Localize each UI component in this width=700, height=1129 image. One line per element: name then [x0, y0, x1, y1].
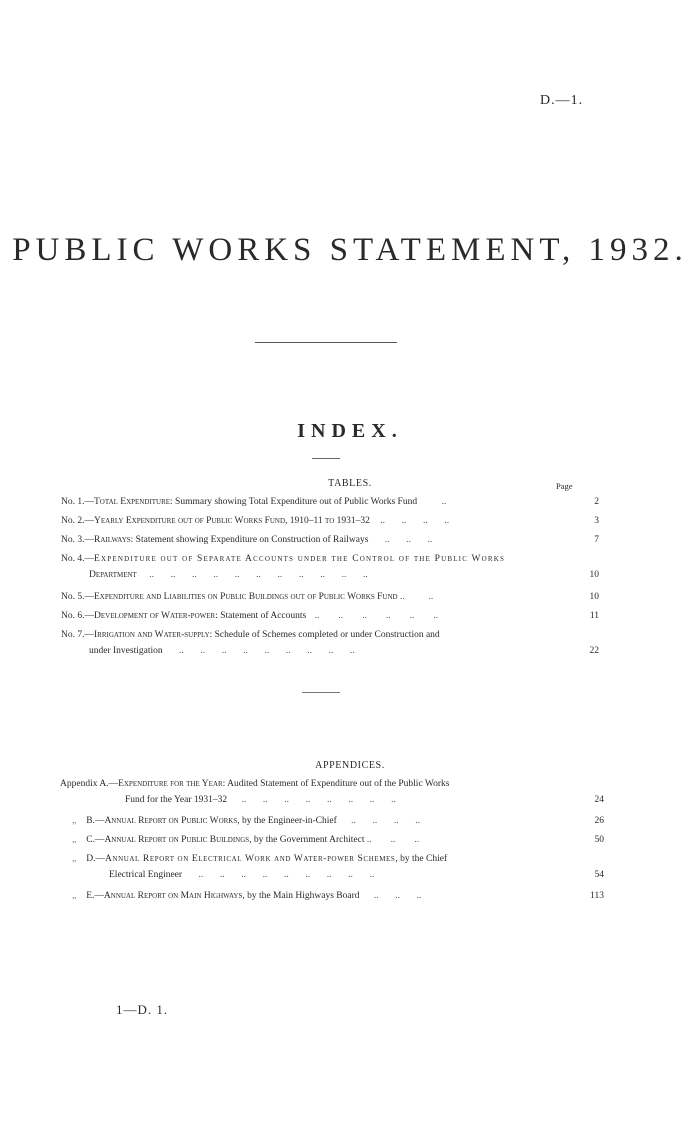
page-number: 10	[589, 570, 599, 580]
entry-text: „ C.—Annual Report on Public Buildings, by the Government Architect .. .. ..	[72, 835, 420, 845]
page-number: 2	[594, 497, 599, 507]
title-divider	[255, 342, 397, 343]
page-number: 24	[594, 795, 604, 805]
appendix-entry-a	[60, 778, 604, 807]
page-number: 3	[594, 516, 599, 526]
page-reference: D.—1.	[540, 93, 584, 108]
appendix-entry-c	[72, 834, 604, 847]
tables-heading: TABLES.	[328, 478, 372, 489]
table-entry-3	[61, 534, 599, 547]
table-entry-5	[61, 591, 599, 604]
table-entry-4	[61, 553, 599, 582]
appendix-entry-b	[72, 815, 604, 828]
table-entry-1	[61, 496, 599, 509]
table-entry-2	[61, 515, 599, 528]
page-number: 113	[590, 891, 604, 901]
entry-text-continued: under Investigation .. .. .. .. .. .. .. .. ..	[89, 646, 355, 656]
index-heading: INDEX.	[297, 420, 403, 442]
appendix-entry-e	[72, 890, 604, 903]
footer-reference: 1—D. 1.	[116, 1002, 169, 1017]
document-title: PUBLIC WORKS STATEMENT, 1932.	[12, 232, 688, 268]
table-entry-6	[61, 610, 599, 623]
page-number: 22	[589, 646, 599, 656]
page-number: 54	[594, 870, 604, 880]
page-number: 50	[594, 835, 604, 845]
entry-text: No. 3.—Railways: Statement showing Expenditure on Construction of Railways .. .. ..	[61, 535, 433, 545]
page-number: 7	[594, 535, 599, 545]
index-divider	[312, 458, 340, 459]
entry-text: „ E.—Annual Report on Main Highways, by the Main Highways Board .. .. ..	[72, 891, 422, 901]
entry-text: No. 7.—Irrigation and Water-supply: Schedule of Schemes completed or under Construction and	[61, 630, 440, 640]
entry-text-continued: Department .. .. .. .. .. .. .. .. .. .. ..	[89, 570, 368, 580]
page-number: 11	[589, 611, 599, 621]
entry-text: No. 4.—Expenditure out of Separate Accounts under the Control of the Public Works	[61, 554, 506, 564]
appendices-heading: APPENDICES.	[315, 760, 385, 771]
entry-text: No. 6.—Development of Water-power: Statement of Accounts .. .. .. .. .. ..	[61, 611, 439, 621]
entry-text-continued: Fund for the Year 1931–32 .. .. .. .. .. .. .. ..	[125, 795, 396, 805]
entry-text: „ B.—Annual Report on Public Works, by the Engineer-in-Chief .. .. .. ..	[72, 816, 421, 826]
page-number: 10	[589, 592, 599, 602]
entry-text: No. 1.—Total Expenditure: Summary showing Total Expenditure out of Public Works Fund ..	[61, 497, 447, 507]
table-entry-7	[61, 629, 599, 658]
entry-text: No. 2.—Yearly Expenditure out of Public Works Fund, 1910–11 to 1931–32 .. .. .. ..	[61, 516, 450, 526]
page-number: 26	[594, 816, 604, 826]
entry-text: No. 5.—Expenditure and Liabilities on Public Buildings out of Public Works Fund .. ..	[61, 592, 434, 602]
entry-text-continued: Electrical Engineer .. .. .. .. .. .. .. .. ..	[109, 870, 375, 880]
page-column-label: Page	[556, 481, 573, 491]
section-divider	[302, 692, 340, 693]
appendix-entry-d	[72, 853, 604, 882]
entry-text: „ D.—Annual Report on Electrical Work and Water-power Schemes, by the Chief	[72, 854, 448, 864]
entry-text: Appendix A.—Expenditure for the Year: Audited Statement of Expenditure out of the Public Works	[60, 779, 450, 789]
